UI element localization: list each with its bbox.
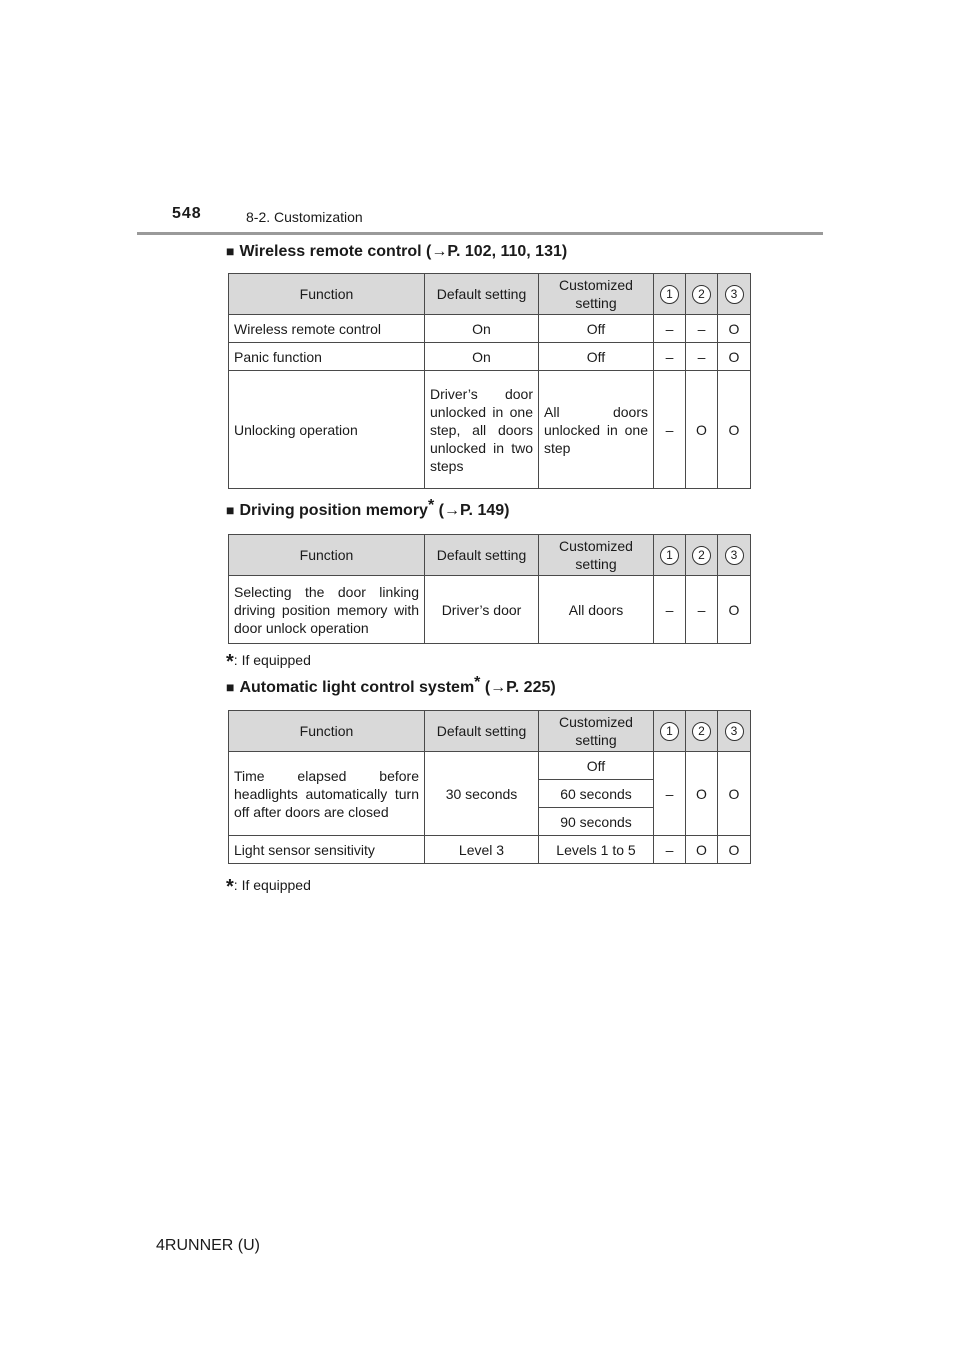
header-default: Default setting bbox=[425, 535, 539, 576]
col1-cell: – bbox=[654, 343, 686, 371]
footnote-text: : If equipped bbox=[233, 877, 311, 893]
header-col1 bbox=[654, 535, 686, 576]
function-cell: Selecting the door linking driving position memory with door unlock operation bbox=[229, 576, 425, 644]
col1-cell: – bbox=[654, 836, 686, 864]
circled-1-icon: 1 bbox=[660, 722, 679, 741]
header-default: Default setting bbox=[425, 711, 539, 752]
header-customized: Customized setting bbox=[539, 535, 654, 576]
header-function: Function bbox=[229, 535, 425, 576]
col2-cell: O bbox=[686, 371, 718, 489]
table-row bbox=[229, 315, 751, 343]
circled-3-icon: 3 bbox=[725, 722, 744, 741]
heading-ref: (→P. 225) bbox=[480, 679, 556, 696]
header-col2 bbox=[686, 274, 718, 315]
function-cell: Unlocking operation bbox=[229, 371, 425, 489]
heading-text: Wireless remote control (→P. 102, 110, 131) bbox=[239, 243, 568, 260]
footnote-if-equipped bbox=[226, 876, 311, 899]
header-col2 bbox=[686, 711, 718, 752]
header-function: Function bbox=[229, 711, 425, 752]
table-wireless-remote bbox=[228, 273, 751, 489]
table-row bbox=[229, 371, 751, 489]
col3-cell: O bbox=[718, 315, 751, 343]
col1-cell: – bbox=[654, 752, 686, 836]
asterisk-icon: * bbox=[427, 497, 435, 514]
function-cell: Wireless remote control bbox=[229, 315, 425, 343]
footnote-if-equipped bbox=[226, 651, 311, 674]
footer-model-name: 4RUNNER (U) bbox=[156, 1237, 260, 1254]
table-row bbox=[229, 343, 751, 371]
circled-3-icon: 3 bbox=[725, 285, 744, 304]
asterisk-icon: * bbox=[226, 876, 234, 898]
customized-cell: All doors bbox=[539, 576, 654, 644]
header-col3 bbox=[718, 535, 751, 576]
header-col3 bbox=[718, 711, 751, 752]
header-col1 bbox=[654, 711, 686, 752]
square-bullet-icon: ■ bbox=[226, 243, 235, 259]
table-row bbox=[229, 836, 751, 864]
circled-2-icon: 2 bbox=[692, 285, 711, 304]
col2-cell: – bbox=[686, 343, 718, 371]
default-cell: 30 seconds bbox=[425, 752, 539, 836]
square-bullet-icon: ■ bbox=[226, 679, 235, 695]
col2-cell: – bbox=[686, 576, 718, 644]
col3-cell: O bbox=[718, 576, 751, 644]
customized-cell: Off bbox=[539, 752, 654, 780]
table-row bbox=[229, 576, 751, 644]
customized-cell: Off bbox=[539, 343, 654, 371]
header-function: Function bbox=[229, 274, 425, 315]
default-cell: Level 3 bbox=[425, 836, 539, 864]
circled-2-icon: 2 bbox=[692, 722, 711, 741]
heading-text: Automatic light control system bbox=[239, 679, 475, 696]
heading-text: Driving position memory bbox=[239, 502, 428, 519]
customized-cell: 90 seconds bbox=[539, 808, 654, 836]
table-header-row bbox=[229, 535, 751, 576]
default-cell: On bbox=[425, 343, 539, 371]
heading-driving-position-memory bbox=[226, 497, 510, 520]
col3-cell: O bbox=[718, 343, 751, 371]
function-cell: Light sensor sensitivity bbox=[229, 836, 425, 864]
col1-cell: – bbox=[654, 315, 686, 343]
function-cell: Panic function bbox=[229, 343, 425, 371]
header-col3 bbox=[718, 274, 751, 315]
default-cell: Driver’s door bbox=[425, 576, 539, 644]
default-cell: Driver’s door unlocked in one step, all doors unlocked in two steps bbox=[425, 371, 539, 489]
col1-cell: – bbox=[654, 371, 686, 489]
customized-cell: Levels 1 to 5 bbox=[539, 836, 654, 864]
footnote-text: : If equipped bbox=[233, 652, 311, 668]
col1-cell: – bbox=[654, 576, 686, 644]
col2-cell: – bbox=[686, 315, 718, 343]
heading-wireless-remote bbox=[226, 243, 567, 261]
table-header-row bbox=[229, 274, 751, 315]
header-col2 bbox=[686, 535, 718, 576]
page-number: 548 bbox=[172, 205, 202, 222]
heading-ref: (→P. 149) bbox=[434, 502, 510, 519]
customized-cell: 60 seconds bbox=[539, 780, 654, 808]
header-customized: Customized setting bbox=[539, 711, 654, 752]
header-col1 bbox=[654, 274, 686, 315]
customized-cell: All doors unlocked in one step bbox=[539, 371, 654, 489]
default-cell: On bbox=[425, 315, 539, 343]
square-bullet-icon: ■ bbox=[226, 502, 235, 518]
col2-cell: O bbox=[686, 752, 718, 836]
circled-1-icon: 1 bbox=[660, 285, 679, 304]
asterisk-icon: * bbox=[474, 674, 481, 691]
col2-cell: O bbox=[686, 836, 718, 864]
header-default: Default setting bbox=[425, 274, 539, 315]
col3-cell: O bbox=[718, 836, 751, 864]
table-driving-position-memory bbox=[228, 534, 751, 644]
table-header-row bbox=[229, 711, 751, 752]
col3-cell: O bbox=[718, 752, 751, 836]
table-automatic-light-control bbox=[228, 710, 751, 864]
heading-automatic-light-control bbox=[226, 674, 556, 697]
function-cell: Time elapsed before headlights automatically turn off after doors are closed bbox=[229, 752, 425, 836]
asterisk-icon: * bbox=[226, 651, 234, 673]
customized-cell: Off bbox=[539, 315, 654, 343]
section-name: 8-2. Customization bbox=[246, 209, 363, 225]
table-row bbox=[229, 752, 751, 780]
header-rule bbox=[137, 232, 823, 235]
col3-cell: O bbox=[718, 371, 751, 489]
circled-1-icon: 1 bbox=[660, 546, 679, 565]
circled-3-icon: 3 bbox=[725, 546, 744, 565]
circled-2-icon: 2 bbox=[692, 546, 711, 565]
header-customized: Customized setting bbox=[539, 274, 654, 315]
